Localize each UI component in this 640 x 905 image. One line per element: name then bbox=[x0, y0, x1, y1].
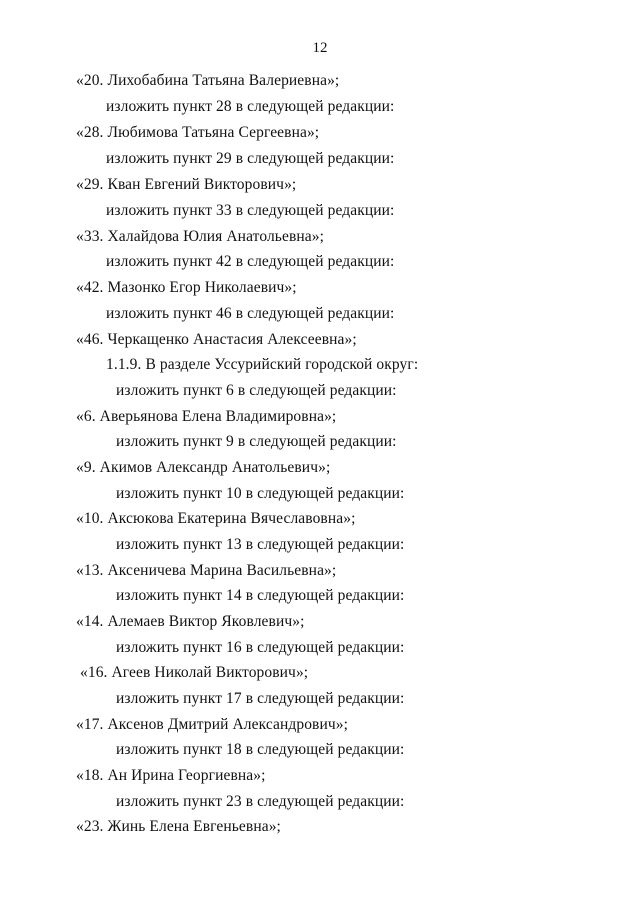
text-line: «10. Аксюкова Екатерина Вячеславовна»; bbox=[76, 510, 356, 527]
text-line: «9. Акимов Александр Анатольевич»; bbox=[76, 459, 331, 476]
text-line: «28. Любимова Татьяна Сергеевна»; bbox=[76, 124, 320, 141]
text-line: «29. Кван Евгений Викторович»; bbox=[76, 176, 297, 193]
section-heading: 1.1.9. В разделе Уссурийский городской округ: bbox=[106, 356, 419, 373]
text-line: изложить пункт 42 в следующей редакции: bbox=[106, 253, 395, 270]
text-line: изложить пункт 9 в следующей редакции: bbox=[116, 433, 397, 450]
text-line: «18. Ан Ирина Георгиевна»; bbox=[76, 767, 266, 784]
text-line: «16. Агеев Николай Викторович»; bbox=[80, 664, 309, 681]
text-line: «33. Халайдова Юлия Анатольевна»; bbox=[76, 228, 324, 245]
page-number: 12 bbox=[312, 40, 328, 56]
text-line: изложить пункт 13 в следующей редакции: bbox=[116, 536, 405, 553]
text-line: «17. Аксенов Дмитрий Александрович»; bbox=[76, 716, 349, 733]
text-line: изложить пункт 17 в следующей редакции: bbox=[116, 690, 405, 707]
text-line: изложить пункт 46 в следующей редакции: bbox=[106, 305, 395, 322]
text-line: изложить пункт 23 в следующей редакции: bbox=[116, 793, 405, 810]
text-line: «6. Аверьянова Елена Владимировна»; bbox=[76, 408, 337, 425]
text-line: «13. Аксеничева Марина Васильевна»; bbox=[76, 562, 337, 579]
text-line: «42. Мазонко Егор Николаевич»; bbox=[76, 279, 297, 296]
text-line: изложить пункт 33 в следующей редакции: bbox=[106, 202, 395, 219]
text-line: изложить пункт 29 в следующей редакции: bbox=[106, 150, 395, 167]
text-line: «14. Алемаев Виктор Яковлевич»; bbox=[76, 613, 305, 630]
text-line: изложить пункт 14 в следующей редакции: bbox=[116, 587, 405, 604]
text-line: изложить пункт 6 в следующей редакции: bbox=[116, 382, 397, 399]
text-line: изложить пункт 16 в следующей редакции: bbox=[116, 639, 405, 656]
text-line: изложить пункт 10 в следующей редакции: bbox=[116, 485, 405, 502]
text-line: изложить пункт 28 в следующей редакции: bbox=[106, 98, 395, 115]
text-line: «20. Лихобабина Татьяна Валериевна»; bbox=[76, 72, 340, 89]
text-line: изложить пункт 18 в следующей редакции: bbox=[116, 741, 405, 758]
text-line: «23. Жинь Елена Евгеньевна»; bbox=[76, 818, 281, 835]
text-line: «46. Черкащенко Анастасия Алексеевна»; bbox=[76, 331, 357, 348]
